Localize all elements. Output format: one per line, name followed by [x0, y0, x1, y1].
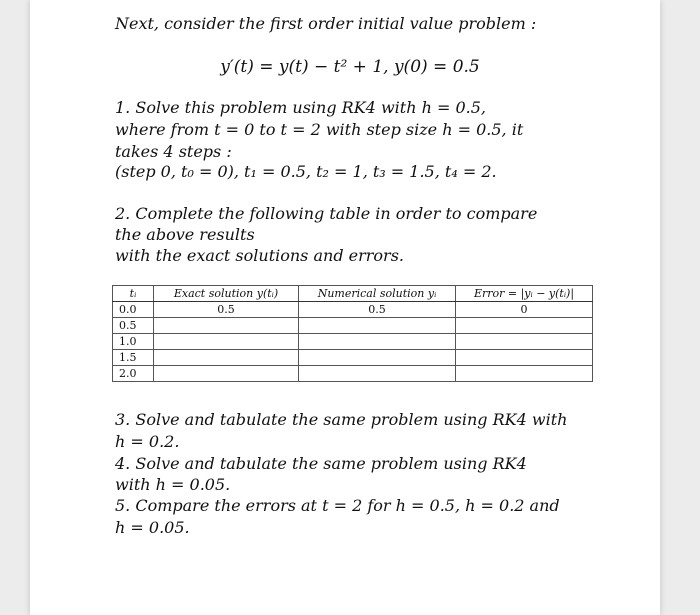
q2-line-1: 2. Complete the following table in order to compare [115, 204, 538, 223]
q5-line-1: 5. Compare the errors at t = 2 for h = 0.5, h = 0.2 and [115, 496, 560, 515]
cell-ti: 1.5 [113, 350, 154, 366]
cell-exact [154, 366, 299, 382]
cell-error [456, 334, 593, 350]
header-numerical: Numerical solution yᵢ [299, 286, 456, 302]
cell-exact [154, 350, 299, 366]
table-row [113, 350, 593, 366]
q4-line-1: 4. Solve and tabulate the same problem using RK4 [115, 454, 527, 473]
cell-numerical [299, 350, 456, 366]
q1-line-2: where from t = 0 to t = 2 with step size h = 0.5, it [115, 120, 524, 139]
cell-error: 0 [456, 302, 593, 318]
table-row [113, 302, 593, 318]
cell-ti: 2.0 [113, 366, 154, 382]
q4-line-2: with h = 0.05. [115, 475, 231, 494]
cell-exact [154, 318, 299, 334]
intro-text: Next, consider the first order initial value problem : [115, 14, 537, 33]
cell-numerical: 0.5 [299, 302, 456, 318]
cell-numerical [299, 334, 456, 350]
q5-line-2: h = 0.05. [115, 518, 190, 537]
q1-line-3: takes 4 steps : [115, 142, 232, 161]
cell-ti: 0.5 [113, 318, 154, 334]
table-row [113, 334, 593, 350]
cell-error [456, 366, 593, 382]
q2-line-2: the above results [115, 225, 255, 244]
q2-line-3: with the exact solutions and errors. [115, 246, 404, 265]
cell-ti: 1.0 [113, 334, 154, 350]
cell-exact [154, 334, 299, 350]
cell-ti: 0.0 [113, 302, 154, 318]
cell-error [456, 350, 593, 366]
ivp-equation: y′(t) = y(t) − t² + 1, y(0) = 0.5 [220, 57, 480, 77]
header-exact: Exact solution y(tᵢ) [154, 286, 299, 302]
q1-line-4: (step 0, t₀ = 0), t₁ = 0.5, t₂ = 1, t₃ = 1.5, t₄ = 2. [115, 162, 497, 181]
header-ti: tᵢ [113, 286, 154, 302]
table-row [113, 318, 593, 334]
cell-error [456, 318, 593, 334]
q1-line-1: 1. Solve this problem using RK4 with h = 0.5, [115, 98, 486, 117]
q3-line-1: 3. Solve and tabulate the same problem using RK4 with [115, 410, 568, 429]
cell-numerical [299, 366, 456, 382]
q3-line-2: h = 0.2. [115, 432, 180, 451]
cell-exact: 0.5 [154, 302, 299, 318]
cell-numerical [299, 318, 456, 334]
table-row [113, 366, 593, 382]
header-error: Error = |yᵢ − y(tᵢ)| [456, 286, 593, 302]
comparison-table [112, 285, 593, 382]
table-header-row [113, 286, 593, 302]
